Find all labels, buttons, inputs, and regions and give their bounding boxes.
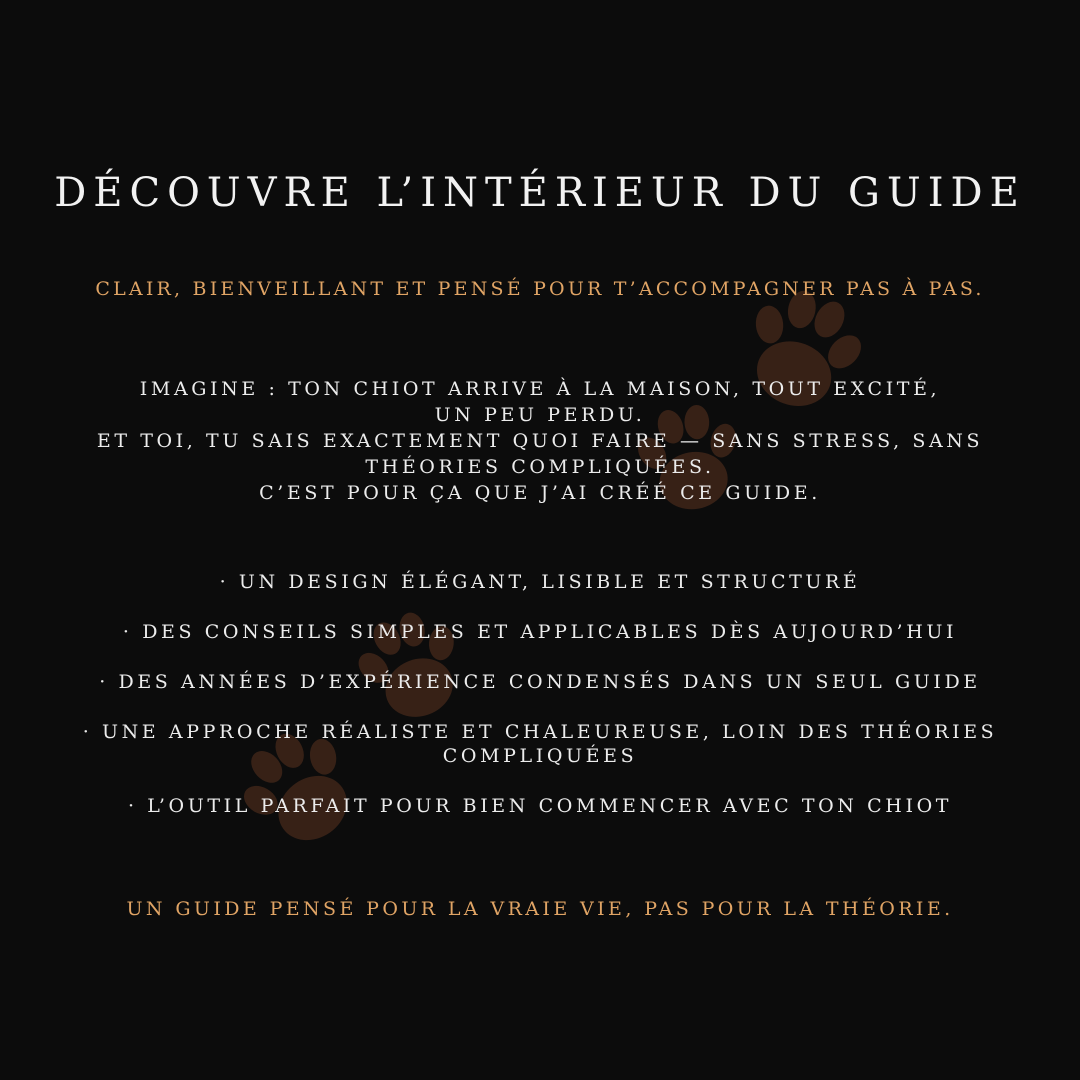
intro-line: C’EST POUR ÇA QUE J’AI CRÉÉ CE GUIDE. (259, 482, 821, 504)
feature-item: · DES CONSEILS SIMPLES ET APPLICABLES DÈS AUJOURD’HUI (122, 621, 958, 643)
intro-line: ET TOI, TU SAIS EXACTEMENT QUOI FAIRE — SANS STRESS, SANS (96, 430, 984, 452)
closing-tagline: UN GUIDE PENSÉ POUR LA VRAIE VIE, PAS POUR LA THÉORIE. (126, 898, 954, 920)
intro-paragraph (40, 376, 1040, 506)
feature-item: · DES ANNÉES D’EXPÉRIENCE CONDENSÉS DANS UN SEUL GUIDE (99, 671, 981, 693)
page-title: DÉCOUVRE L’INTÉRIEUR DU GUIDE (54, 170, 1026, 216)
intro-line: IMAGINE : TON CHIOT ARRIVE À LA MAISON, TOUT EXCITÉ, (139, 378, 941, 400)
feature-list (40, 570, 1040, 844)
intro-line: UN PEU PERDU. (434, 404, 646, 426)
intro-line: THÉORIES COMPLIQUÉES. (365, 456, 715, 478)
feature-item: · UN DESIGN ÉLÉGANT, LISIBLE ET STRUCTURÉ (219, 571, 861, 593)
subtitle: CLAIR, BIENVEILLANT ET PENSÉ POUR T’ACCOMPAGNER PAS À PAS. (95, 278, 985, 300)
feature-item: · UNE APPROCHE RÉALISTE ET CHALEUREUSE, LOIN DES THÉORIES COMPLIQUÉES (82, 721, 998, 767)
feature-item: · L’OUTIL PARFAIT POUR BIEN COMMENCER AVEC TON CHIOT (127, 795, 953, 817)
